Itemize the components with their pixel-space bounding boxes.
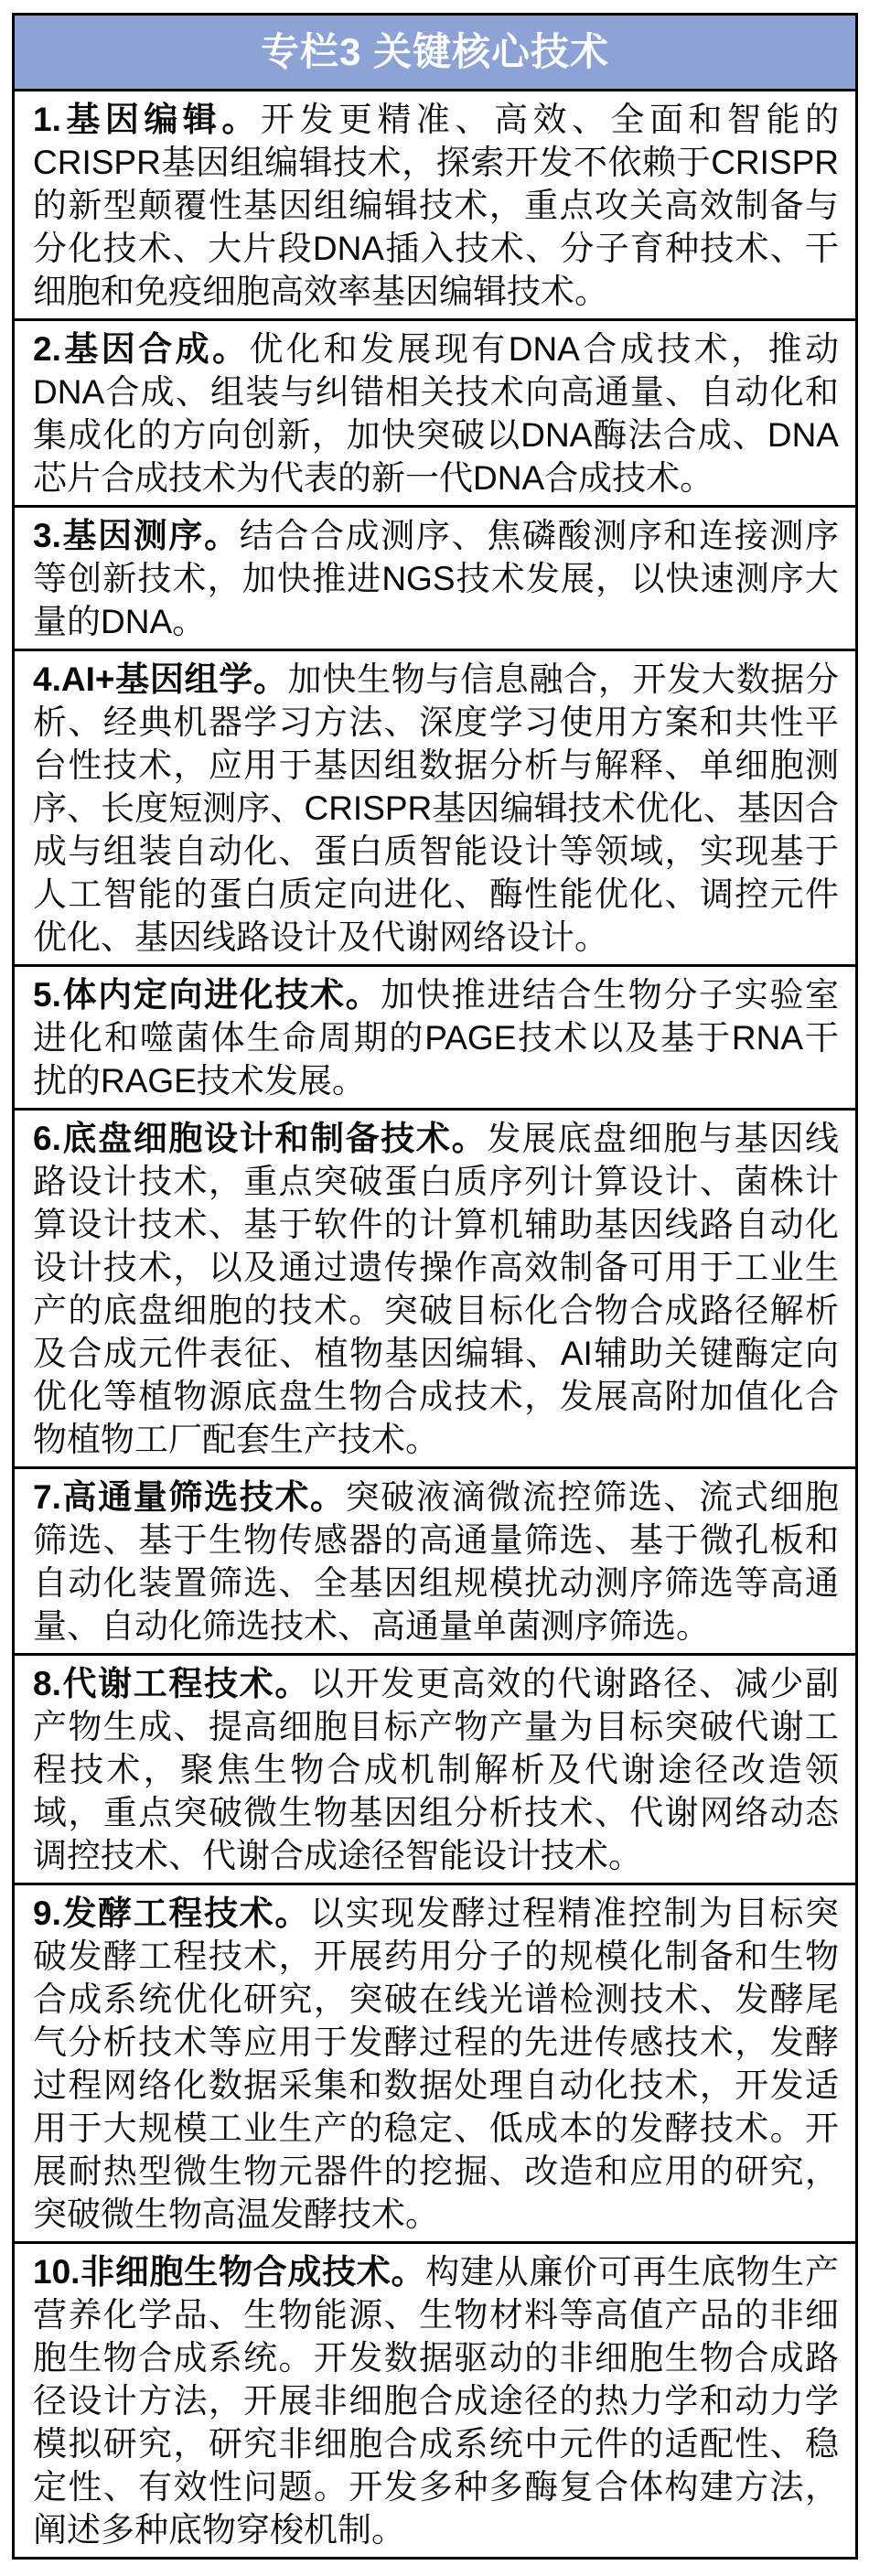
- panel-title: 专栏3 关键核心技术: [15, 16, 855, 89]
- item-cell-free-biosynthesis: [15, 2241, 855, 2557]
- item-chassis-cell-design: [15, 1108, 855, 1466]
- item-ai-genomics: [15, 649, 855, 964]
- item-in-vivo-directed-evolution: [15, 964, 855, 1108]
- item-label: 6.底盘细胞设计和制备技术。: [33, 1120, 488, 1157]
- item-gene-sequencing: [15, 505, 855, 649]
- item-label: 4.AI+基因组学。: [33, 660, 288, 698]
- item-gene-editing: [15, 89, 855, 318]
- item-metabolic-engineering: [15, 1653, 855, 1883]
- item-body: 加快推进结合生物分子实验室进化和噬菌体生命周期的PAGE技术以及基于RNA干扰的RAGE技术发展。: [33, 976, 840, 1100]
- item-label: 9.发酵工程技术。: [33, 1894, 310, 1932]
- item-label: 8.代谢工程技术。: [33, 1665, 310, 1702]
- item-label: 5.体内定向进化技术。: [33, 976, 381, 1014]
- key-core-technologies-panel: [12, 13, 858, 2560]
- item-label: 3.基因测序。: [33, 517, 240, 554]
- item-body: 构建从廉价可再生底物生产营养化学品、生物能源、生物材料等高值产品的非细胞生物合成系统。开发数据驱动的非细胞生物合成路径设计方法，开展非细胞合成途径的热力学和动力学模拟研究，研究非细胞合成系统中元件的适配性、稳定性、有效性问题。开发多种多酶复合体构建方法，阐述多种底物穿梭机制。: [33, 2253, 839, 2549]
- item-body: 优化和发展现有DNA合成技术，推动DNA合成、组装与纠错相关技术向高通量、自动化和集成化的方向创新，加快突破以DNA酶法合成、DNA芯片合成技术为代表的新一代DNA合成技术。: [33, 330, 839, 497]
- item-label: 2.基因合成。: [33, 330, 250, 368]
- item-body: 以实现发酵过程精准控制为目标突破发酵工程技术，开展药用分子的规模化制备和生物合成系统优化研究，突破在线光谱检测技术、发酵尾气分析技术等应用于发酵过程的先进传感技术，发酵过程网络化数据采集和数据处理自动化技术，开发适用于大规模工业生产的稳定、低成本的发酵技术。开展耐热型微生物元器件的挖掘、改造和应用的研究，突破微生物高温发酵技术。: [33, 1894, 839, 2233]
- item-body: 结合合成测序、焦磷酸测序和连接测序等创新技术，加快推进NGS技术发展，以快速测序大量的DNA。: [33, 517, 840, 640]
- item-body: 加快生物与信息融合，开发大数据分析、经典机器学习方法、深度学习使用方案和共性平台性技术，应用于基因组数据分析与解释、单细胞测序、长度短测序、CRISPR基因编辑技术优化、基因合成与组装自动化、蛋白质智能设计等领域，实现基于人工智能的蛋白质定向进化、酶性能优化、调控元件优化、基因线路设计及代谢网络设计。: [33, 660, 840, 956]
- item-fermentation-engineering: [15, 1883, 855, 2241]
- item-body: 以开发更高效的代谢路径、减少副产物生成、提高细胞目标产物产量为目标突破代谢工程技术，聚焦生物合成机制解析及代谢途径改造领域，重点突破微生物基因组分析技术、代谢网络动态调控技术、代谢合成途径智能设计技术。: [33, 1665, 839, 1874]
- item-body: 突破液滴微流控筛选、流式细胞筛选、基于生物传感器的高通量筛选、基于微孔板和自动化装置筛选、全基因组规模扰动测序筛选等高通量、自动化筛选技术、高通量单菌测序筛选。: [33, 1478, 840, 1645]
- item-label: 7.高通量筛选技术。: [33, 1478, 346, 1516]
- item-gene-synthesis: [15, 318, 855, 505]
- item-high-throughput-screening: [15, 1466, 855, 1653]
- item-body: 开发更精准、高效、全面和智能的CRISPR基因组编辑技术，探索开发不依赖于CRISPR的新型颠覆性基因组编辑技术，重点攻关高效制备与分化技术、大片段DNA插入技术、分子育种技术、干细胞和免疫细胞高效率基因编辑技术。: [33, 101, 840, 310]
- item-label: 10.非细胞生物合成技术。: [33, 2253, 426, 2291]
- item-label: 1.基因编辑。: [33, 101, 261, 138]
- item-body: 发展底盘细胞与基因线路设计技术，重点突破蛋白质序列计算设计、菌株计算设计技术、基于软件的计算机辅助基因线路自动化设计技术，以及通过遗传操作高效制备可用于工业生产的底盘细胞的技术。突破目标化合物合成路径解析及合成元件表征、植物基因编辑、AI辅助关键酶定向优化等植物源底盘生物合成技术，发展高附加值化合物植物工厂配套生产技术。: [33, 1120, 840, 1458]
